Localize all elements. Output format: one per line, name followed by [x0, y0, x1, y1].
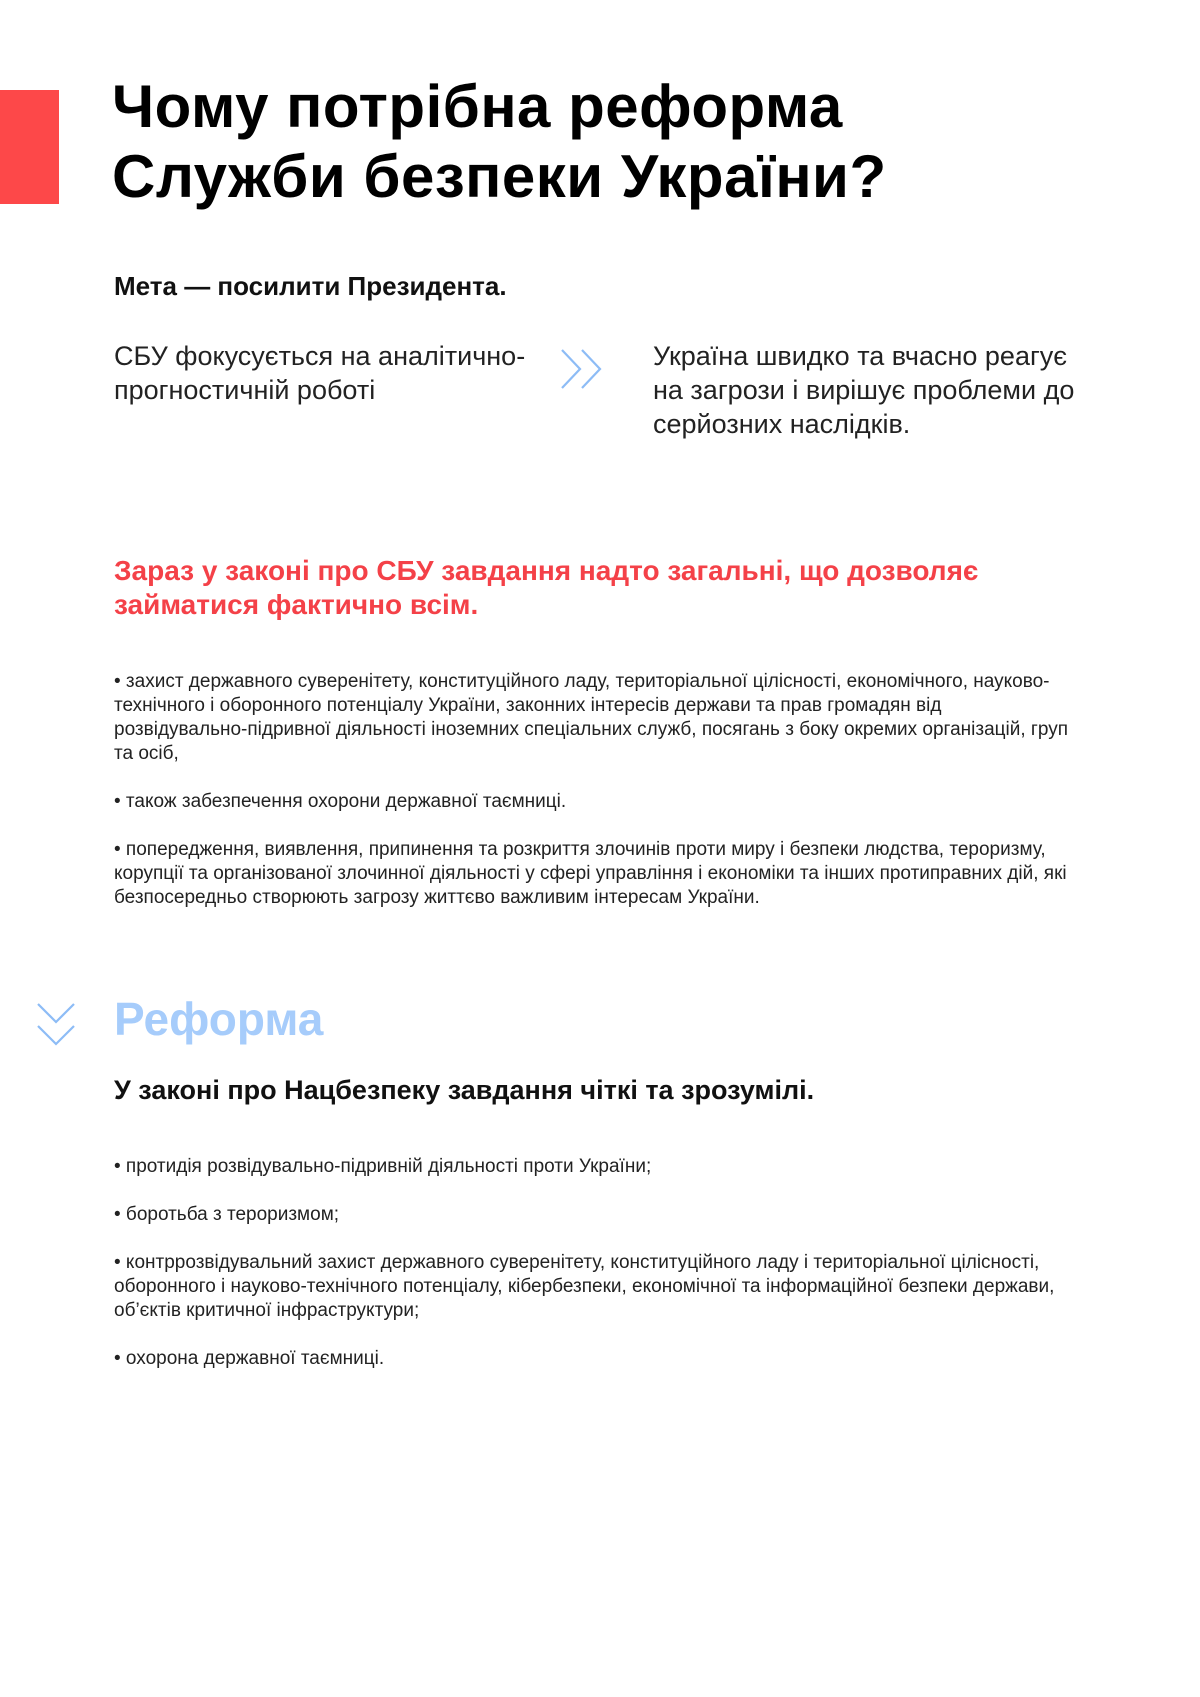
title-line-1: Чому потрібна реформа: [112, 73, 843, 140]
red-accent-bar: [0, 90, 59, 204]
double-chevron-down-icon: [34, 1000, 78, 1050]
comparison-left: СБУ фокусується на аналітично-прогностичній роботі: [114, 341, 526, 405]
list-item: • боротьба з тероризмом;: [114, 1204, 340, 1225]
list-item: • захист державного суверенітету, конституційного ладу, територіальної цілісності, економічного, науково-технічного і оборонного потенціалу України, законних інтересів держави та прав громадян від розвідувально-підривної діяльності іноземних спеціальних служб, посягань з боку окремих організацій, груп та осіб,: [114, 671, 1068, 764]
reform-list: [114, 1155, 1074, 1395]
list-item: • попередження, виявлення, припинення та розкриття злочинів проти миру і безпеки людства, тероризму, корупції та організованої злочинної діяльності у сфері управління і економіки та інших протиправних дій, які безпосередньо створюють загрозу життєво важливим інтересам України.: [114, 839, 1067, 908]
list-item: • протидія розвідувально-підривній діяльності проти України;: [114, 1156, 652, 1177]
page-title: [112, 72, 1112, 212]
reform-title: Реформа: [114, 993, 324, 1045]
list-item: • охорона державної таємниці.: [114, 1348, 385, 1369]
list-item: • контррозвідувальний захист державного суверенітету, конституційного ладу і територіальної цілісності, оборонного і науково-технічного потенціалу, кібербезпеки, економічної та інформаційної безпеки держави, об’єктів критичної інфраструктури;: [114, 1252, 1055, 1321]
title-line-2: Служби безпеки України?: [112, 143, 887, 210]
reform-subtitle: У законі про Нацбезпеку завдання чіткі та зрозумілі.: [114, 1075, 815, 1105]
current-law-heading: Зараз у законі про СБУ завдання надто загальні, що дозволяє займатися фактично всім.: [114, 555, 979, 620]
goal-statement: Мета — посилити Президента.: [114, 271, 507, 301]
current-law-list: [114, 670, 1074, 934]
list-item: • також забезпечення охорони державної таємниці.: [114, 791, 567, 812]
double-chevron-right-icon: [556, 346, 606, 392]
comparison-right: Україна швидко та вчасно реагує на загрози і вирішує проблеми до серйозних наслідків.: [653, 341, 1075, 439]
